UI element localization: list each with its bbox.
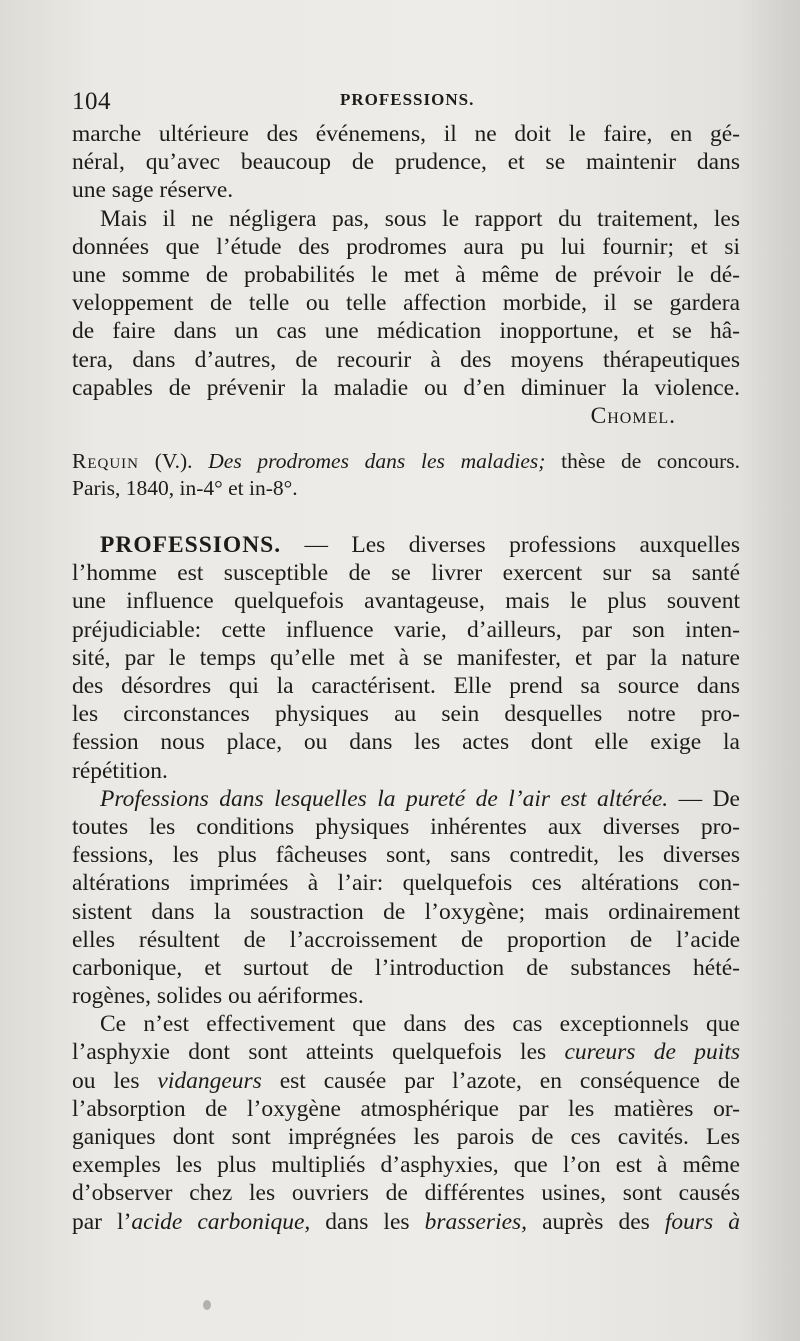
text-line: les circonstances physiques au sein desquelles notre pro-: [72, 701, 740, 728]
text-line: une sage réserve.: [72, 177, 234, 204]
text-line: rogènes, solides ou aériformes.: [72, 983, 364, 1010]
text-line: ganiques dont sont imprégnées les parois de ces cavités. Les: [72, 1124, 740, 1150]
text-line: exemples les plus multipliés d’asphyxies, que l’on est à même: [72, 1152, 740, 1179]
text-line: répétition.: [72, 757, 168, 784]
text-line: une somme de probabilités le met à même de prévoir le dé-: [72, 261, 740, 288]
page-header: [72, 88, 738, 118]
text-line: fessions, les plus fâcheuses sont, sans contredit, les diverses: [72, 842, 740, 869]
section-first-line: [72, 531, 740, 559]
ink-speck: [203, 1300, 211, 1310]
text-segment: l’asphyxie dont sont atteints quelquefois les: [72, 1039, 565, 1066]
italic-term: acide carbonique,: [131, 1208, 311, 1235]
text-line: l’homme est susceptible de se livrer exercent sur sa santé: [72, 560, 740, 587]
subsection-heading: Professions dans lesquelles la pureté de l’air est altérée.: [100, 785, 669, 812]
section-intro: — Les diverses professions auxquelles: [281, 532, 740, 559]
text-line: néral, qu’avec beaucoup de prudence, et se maintenir dans: [72, 149, 740, 176]
text-line: fession nous place, ou dans les actes dont elle exige la: [72, 729, 740, 756]
text-segment: dans les: [310, 1208, 425, 1235]
reference-rest: thèse de concours.: [545, 449, 740, 474]
reference-initial: (V.).: [139, 449, 209, 474]
section-heading: PROFESSIONS.: [100, 532, 282, 559]
running-head: PROFESSIONS.: [340, 90, 475, 109]
text-segment: est causée par l’azote, en conséquence de: [261, 1067, 740, 1094]
text-line: l’absorption de l’oxygène atmosphérique par les matières or-: [72, 1095, 740, 1122]
body-text: [72, 120, 740, 1236]
text-line: Mais il ne négligera pas, sous le rapport du traitement, les: [100, 205, 740, 232]
text-segment: auprès des: [527, 1208, 665, 1235]
text-line: carbonique, et surtout de l’introduction de substances hété-: [72, 954, 740, 981]
reference-title: Des prodromes dans les maladies;: [208, 449, 546, 474]
subsection-first-line: [72, 785, 740, 813]
text-line: une influence quelquefois avantageuse, mais le plus souvent: [72, 588, 740, 615]
page-number: 104: [72, 88, 111, 115]
text-line: marche ultérieure des événemens, il ne doit le faire, en gé-: [72, 121, 740, 147]
text-line: de faire dans un cas une médication inopportune, et se hâ-: [72, 318, 740, 345]
italic-term: fours à: [664, 1208, 740, 1235]
italic-term: vidangeurs: [157, 1067, 262, 1094]
italic-term: cureurs de puits: [564, 1039, 740, 1066]
reference-line: [72, 448, 740, 475]
signature: Chomel.: [590, 402, 676, 429]
text-line: veloppement de telle ou telle affection morbide, il se gardera: [72, 290, 740, 317]
text-segment: ou les: [72, 1067, 158, 1094]
text-line: [72, 1038, 740, 1066]
text-line: tera, dans d’autres, de recourir à des moyens thérapeutiques: [72, 346, 740, 373]
text-line: d’observer chez les ouvriers de différentes usines, sont causés: [72, 1180, 740, 1207]
text-line: altérations imprimées à l’air: quelquefois ces altérations con-: [72, 870, 740, 897]
reference-line-2: Paris, 1840, in-4° et in-8°.: [72, 475, 298, 500]
text-line: sistent dans la soustraction de l’oxygène; mais ordinairement: [72, 898, 740, 925]
italic-term: brasseries,: [424, 1208, 528, 1235]
text-line: préjudiciable: cette influence varie, d’ailleurs, par son inten-: [72, 616, 740, 643]
subsection-dash: — De: [668, 785, 740, 812]
text-line: capables de prévenir la maladie ou d’en diminuer la violence.: [72, 374, 740, 401]
text-line: [72, 1067, 740, 1095]
text-line: données que l’étude des prodromes aura pu lui fournir; et si: [72, 233, 740, 260]
text-line: elles résultent de l’accroissement de proportion de l’acide: [72, 926, 740, 953]
text-line: sité, par le temps qu’elle met à se manifester, et par la nature: [72, 644, 740, 671]
text-line: Ce n’est effectivement que dans des cas exceptionnels que: [100, 1011, 740, 1038]
text-line: toutes les conditions physiques inhérentes aux diverses pro-: [72, 813, 740, 840]
reference-author: Requin: [72, 449, 139, 474]
text-segment: par l’: [72, 1208, 132, 1235]
text-line: [72, 1208, 740, 1236]
text-line: des désordres qui la caractérisent. Elle prend sa source dans: [72, 673, 740, 699]
